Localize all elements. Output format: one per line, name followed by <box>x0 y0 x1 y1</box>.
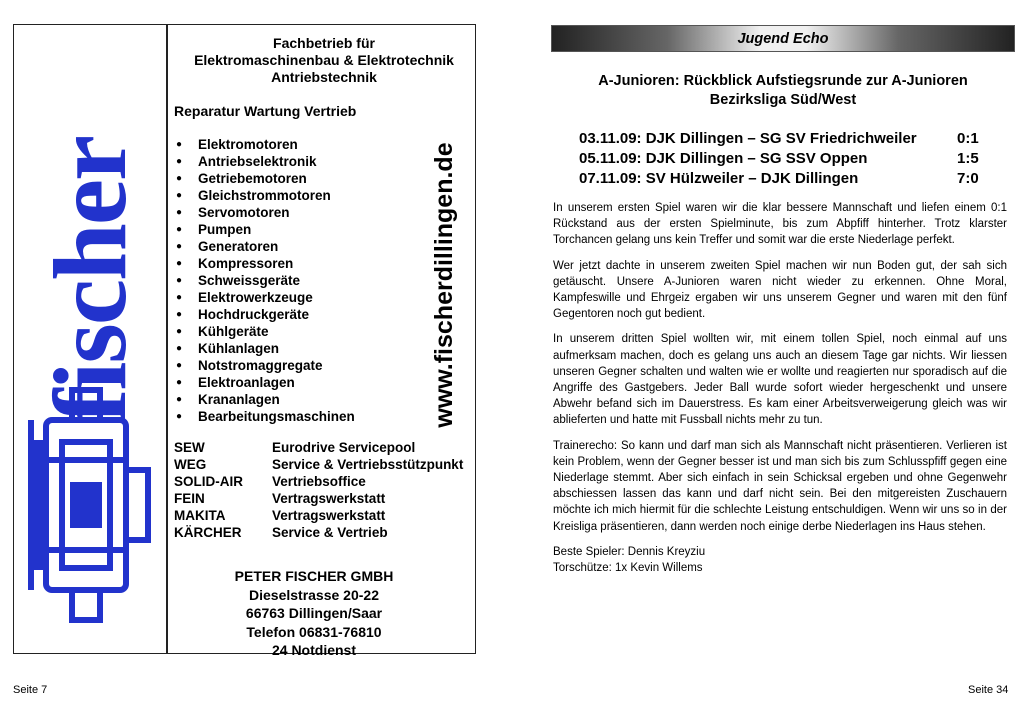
bullet-icon: ● <box>176 360 183 371</box>
bullet-icon: ● <box>176 156 183 167</box>
partner-name: SOLID-AIR <box>174 474 243 489</box>
company-line: 24 Notdienst <box>271 642 356 658</box>
product-label: Kompressoren <box>198 256 294 271</box>
partner-name: MAKITA <box>174 508 226 523</box>
partner-row <box>174 473 474 490</box>
product-label: Hochdruckgeräte <box>198 307 310 322</box>
company-line: 66763 Dillingen/Saar <box>245 605 383 621</box>
bullet-icon: ● <box>176 292 183 303</box>
result-score: 1:5 <box>957 150 979 167</box>
partner-row <box>174 490 474 507</box>
company-line: Dieselstrasse 20-22 <box>249 586 379 603</box>
partner-role: Service & Vertrieb <box>272 525 388 540</box>
bullet-icon: ● <box>176 411 183 422</box>
bullet-icon: ● <box>176 173 183 184</box>
services-line: Reparatur Wartung Vertrieb <box>174 103 357 119</box>
ad-header <box>174 35 474 86</box>
product-item <box>174 340 355 357</box>
company-line: Telefon 06831-76810 <box>246 623 382 640</box>
bullet-icon: ● <box>176 224 183 235</box>
article-title-line: A-Junioren: Rückblick Aufstiegsrunde zur A-Junioren <box>598 73 968 89</box>
result-match: 05.11.09: DJK Dillingen – SG SSV Oppen <box>579 150 868 167</box>
ad-header-line: Elektromaschinenbau & Elektrotechnik <box>194 52 454 68</box>
company-line: PETER FISCHER GMBH <box>234 568 394 584</box>
product-item <box>174 306 355 323</box>
bullet-icon: ● <box>176 343 183 354</box>
product-item <box>174 153 355 170</box>
partner-name: WEG <box>174 457 207 472</box>
bullet-icon: ● <box>176 258 183 269</box>
product-item <box>174 204 355 221</box>
product-label: Kühlgeräte <box>198 324 269 339</box>
partner-role: Vertragswerkstatt <box>272 508 386 523</box>
bullet-icon: ● <box>176 377 183 388</box>
product-item <box>174 357 355 374</box>
result-score: 7:0 <box>957 170 979 187</box>
result-row <box>579 149 1009 169</box>
brand-logo-text: fischer <box>33 136 148 424</box>
result-row <box>579 129 1009 149</box>
section-banner-label: Jugend Echo <box>737 31 829 47</box>
product-label: Pumpen <box>198 222 252 237</box>
bullet-icon: ● <box>176 326 183 337</box>
product-item <box>174 187 355 204</box>
page-number-left: Seite 7 <box>13 684 48 696</box>
product-label: Antriebselektronik <box>198 154 317 169</box>
results-list <box>579 129 1009 189</box>
article-title-line: Bezirksliga Süd/West <box>709 92 857 108</box>
ad-header-line: Antriebstechnik <box>271 69 377 85</box>
product-list <box>174 136 355 425</box>
partner-name: KÄRCHER <box>174 525 242 540</box>
partner-row <box>174 456 474 473</box>
product-item <box>174 289 355 306</box>
partner-name: FEIN <box>174 491 205 506</box>
article-paragraph: In unserem ersten Spiel waren wir die klar bessere Mannschaft und liefen einem 0:1 Rückstand aus der ersten Spielminute, bis zum Abpfiff hinterher. Trotz klarster Torchancen gelang uns kein Treffer und somit war die erste Niederlage perfekt. <box>553 202 1007 247</box>
motor-logo-icon <box>26 360 156 630</box>
partner-row <box>174 524 474 541</box>
bullet-icon: ● <box>176 207 183 218</box>
partner-role: Vertriebsoffice <box>272 474 366 489</box>
product-label: Getriebemotoren <box>198 171 307 186</box>
product-item <box>174 136 355 153</box>
best-players: Beste Spieler: Dennis Kreyziu <box>553 545 706 558</box>
brand-panel <box>14 25 164 653</box>
company-address <box>214 567 414 660</box>
goal-scorer: Torschütze: 1x Kevin Willems <box>553 562 703 575</box>
product-label: Bearbeitungsmaschinen <box>198 409 355 424</box>
partner-role: Eurodrive Servicepool <box>272 440 416 455</box>
partner-role: Service & Vertriebsstützpunkt <box>272 457 464 472</box>
product-label: Gleichstrommotoren <box>198 188 331 203</box>
product-item <box>174 221 355 238</box>
result-match: 07.11.09: SV Hülzweiler – DJK Dillingen <box>579 170 859 187</box>
article-body <box>553 200 1007 576</box>
partner-role: Vertragswerkstatt <box>272 491 386 506</box>
partner-row <box>174 507 474 524</box>
product-item <box>174 170 355 187</box>
product-label: Elektromotoren <box>198 137 298 152</box>
section-banner <box>551 25 1015 52</box>
product-label: Generatoren <box>198 239 279 254</box>
product-item <box>174 272 355 289</box>
partner-list <box>174 439 474 541</box>
bullet-icon: ● <box>176 275 183 286</box>
product-label: Servomotoren <box>198 205 290 220</box>
product-item <box>174 374 355 391</box>
product-label: Notstromaggregate <box>198 358 323 373</box>
partner-name: SEW <box>174 440 205 455</box>
article-paragraph: Wer jetzt dachte in unserem zweiten Spiel machen wir nun Boden gut, der sah sich getäuscht. Unsere A-Junioren waren nicht wieder zu erkennen. Ohne Moral, Kampfeswille und Ehrgeiz ergaben wir uns unserem Gegner und waren mit den fünf Gegentoren noch gut bedient. <box>553 259 1007 321</box>
website-url-text: www.fischerdillingen.de <box>430 142 458 428</box>
result-score: 0:1 <box>957 130 979 147</box>
article-paragraph: In unserem dritten Spiel wollten wir, mit einem tollen Spiel, noch einmal auf uns aufmerksam machen, doch es gelang uns auch an diesem Tage gar nichts. Wir liessen unseren Gegner schalten und walten wie er wollte und reagierten nur sporadisch auf die Angriffe des Gastgebers. Jeder Ball wurde sofort wieder hergeschenkt und unsere Abwehr befand sich im Dauerstress. Es kam einer Arbeitsverweigerung gleich was wir ablieferten und hatte mit Fussball nichts mehr zu tun. <box>553 333 1007 427</box>
product-label: Krananlagen <box>198 392 280 407</box>
product-item <box>174 408 355 425</box>
bullet-icon: ● <box>176 139 183 150</box>
article-paragraph: Trainerecho: So kann und darf man sich als Mannschaft nicht präsentieren. Verlieren ist kein Problem, wenn der Gegner besser ist und man sich bis zum Schlusspfiff gegen eine Niederlage stemmt. Aber sich einfach in sein Schicksal ergeben und ohne Gegenwehr abschiessen lassen das kann und darf nicht sein. Bei den mitgereisten Zuschauern möchte ich mich hiermit für die schlechte Leistung entschuldigen. Wenn wir uns so in der Kreisliga präsentieren, dann werden noch einige derbe Niederlagen ins Haus stehen. <box>553 439 1007 533</box>
product-item <box>174 255 355 272</box>
ad-header-line: Fachbetrieb für <box>273 35 375 51</box>
product-label: Elektrowerkzeuge <box>198 290 313 305</box>
ad-divider <box>166 25 168 653</box>
product-item <box>174 238 355 255</box>
result-row <box>579 169 1009 189</box>
article-closing <box>553 544 1007 576</box>
bullet-icon: ● <box>176 190 183 201</box>
page-number-right: Seite 34 <box>968 684 1009 696</box>
bullet-icon: ● <box>176 309 183 320</box>
result-match: 03.11.09: DJK Dillingen – SG SV Friedrichweiler <box>579 130 917 147</box>
fischer-advertisement <box>13 24 476 658</box>
product-item <box>174 391 355 408</box>
bullet-icon: ● <box>176 394 183 405</box>
product-item <box>174 323 355 340</box>
product-label: Schweissgeräte <box>198 273 301 288</box>
bullet-icon: ● <box>176 241 183 252</box>
product-label: Kühlanlagen <box>198 341 280 356</box>
website-url <box>424 120 464 450</box>
article-title <box>551 72 1015 110</box>
product-label: Elektroanlagen <box>198 375 295 390</box>
